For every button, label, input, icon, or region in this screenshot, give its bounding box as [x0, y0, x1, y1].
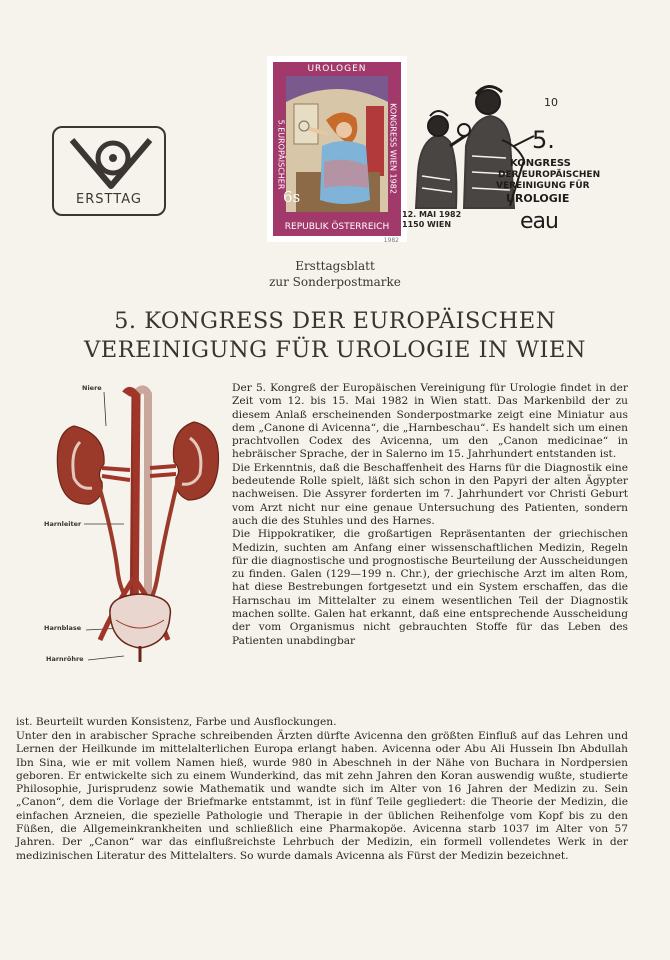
- postmark-line-4: UROLOGIE: [506, 192, 570, 205]
- body-text-full-width: [16, 730, 628, 863]
- label-harnleiter: Harnleiter: [44, 520, 82, 528]
- first-day-postmark: [398, 76, 601, 236]
- stamp-frame: [273, 62, 401, 236]
- caption-line-1: Ersttagsblatt: [295, 259, 375, 273]
- postmark-line-2: DER EUROPÄISCHEN: [498, 170, 601, 180]
- eau-logo: eau: [520, 209, 558, 234]
- ersttag-logo: [52, 126, 166, 216]
- paragraph-2: Die Erkenntnis, daß die Beschaffenheit des Harns für die Diagnostik eine bedeutende Rolle spielt, läßt sich schon in den Papyri der alten Ägypter nachweisen. Die Assyrer forderten im 7. Jahrhundert vor Christi Geburt vom Arzt nicht nur eine genaue Untersuchung des Patienten, sondern auch die des Stuhles und des Harnes.: [232, 461, 628, 527]
- postmark-date: 12. MAI 1982: [402, 210, 462, 219]
- stamp-year: 1982: [383, 237, 399, 244]
- stamp-value: 6s: [283, 188, 301, 206]
- postmark-corner-number: 10: [544, 96, 558, 109]
- postmark-line-3: VEREINIGUNG FÜR: [496, 181, 590, 191]
- postmark-place: 1150 WIEN: [402, 220, 452, 229]
- paragraph-3-tail: ist. Beurteilt wurden Konsistenz, Farbe und Ausflockungen.: [16, 716, 337, 728]
- label-niere: Niere: [82, 384, 102, 392]
- title-line-1: 5. KONGRESS DER EUROPÄISCHEN: [114, 308, 556, 334]
- stamp-miniature-image: [286, 76, 388, 212]
- postmark-line-1: KONGRESS: [510, 158, 571, 169]
- stamp-left-text: 5.EUROPÄISCHER: [276, 119, 286, 190]
- paragraph-4: Unter den in arabischer Sprache schreibenden Ärzten dürfte Avicenna den größten Einfluß auf das Lehren und Lernen der Heilkunde im mittelalterlichen Europa erlangt haben. Avicenna oder Abu Ali Hussein Ibn Abdullah Ibn Sina, wie er mit vollem Namen hieß, wurde 980 in Abeschneh in der Nähe von Buchara in Nordpersien geboren. Er entwickelte sich zu einem Wunderkind, das mit zehn Jahren den Koran auswendig wußte, studierte Philosophie, Jurisprudenz sowie Mathematik und wandte sich im Alter von 16 Jahren der Medizin zu. Sein „Canon“, dem die Vorlage der Briefmarke entstammt, ist in fünf Teile gegliedert: die Theorie der Medizin, die einfachen Arzneien, die spezielle Pathologie und Therapie in der üblichen Reihenfolge vom Kopf bis zu den Füßen, die Allgemeinkrankheiten und schließlich eine Pharmakopöe. Avicenna starb 1037 im Alter von 57 Jahren. Der „Canon“ war das einflußreichste Lehrbuch der Medizin, ein formell vollendetes Werk in der medizinischen Literatur des Mittelalters. So wurde damals Avicenna als Fürst der Medizin bezeichnet.: [16, 730, 628, 862]
- sheet-caption: [0, 258, 670, 290]
- title-line-2: VEREINIGUNG FÜR UROLOGIE IN WIEN: [84, 337, 586, 363]
- caption-line-2: zur Sonderpostmarke: [269, 275, 401, 289]
- page-title: [0, 307, 670, 365]
- urinary-tract-illustration: [44, 378, 230, 672]
- ersttag-label: ERSTTAG: [76, 192, 142, 207]
- post-horn-icon: [66, 134, 156, 192]
- label-harnroehre: Harnröhre: [46, 655, 84, 663]
- postage-stamp: [267, 56, 407, 242]
- stamp-top-text: UROLOGEN: [307, 64, 367, 74]
- paragraph-1: Der 5. Kongreß der Europäischen Vereinigung für Urologie findet in der Zeit vom 12. bis 15. Mai 1982 in Wien statt. Das Markenbild der zu diesem Anlaß erscheinenden Sonderpostmarke zeigt eine Miniatur aus dem „Canone di Avicenna“, die „Harnbeschau“. Es handelt sich um einen prachtvollen Codex des Avicenna, um den „Canon medicinae“ in hebräischer Sprache, der in Salerno im 15. Jahrhundert entstanden ist.: [232, 382, 628, 461]
- stamp-right-text: KONGRESS WIEN 1982: [388, 103, 398, 194]
- body-text-right-column: [232, 382, 628, 648]
- stamp-country: REPUBLIK ÖSTERREICH: [284, 222, 390, 232]
- postmark-congress-number: 5.: [532, 126, 555, 154]
- label-harnblase: Harnblase: [44, 624, 82, 632]
- paragraph-3: Die Hippokratiker, die großartigen Repräsentanten der griechischen Medizin, suchten am Anfang einer wissenschaftlichen Medizin, Regeln für die diagnostische und prognostische Beurteilung der Ausscheidungen zu finden. Galen (129—199 n. Chr.), der griechische Arzt im alten Rom, hat diese Bestrebungen fortgesetzt und ein System erschaffen, das die Harnschau im Mittelalter zu einem wesentlichen Teil der Diagnostik machen sollte. Galen hat erkannt, daß eine entsprechende Ausscheidung der vom Organismus nicht gebrauchten Stoffe für das Leben des Patienten unabdingbar: [232, 528, 628, 647]
